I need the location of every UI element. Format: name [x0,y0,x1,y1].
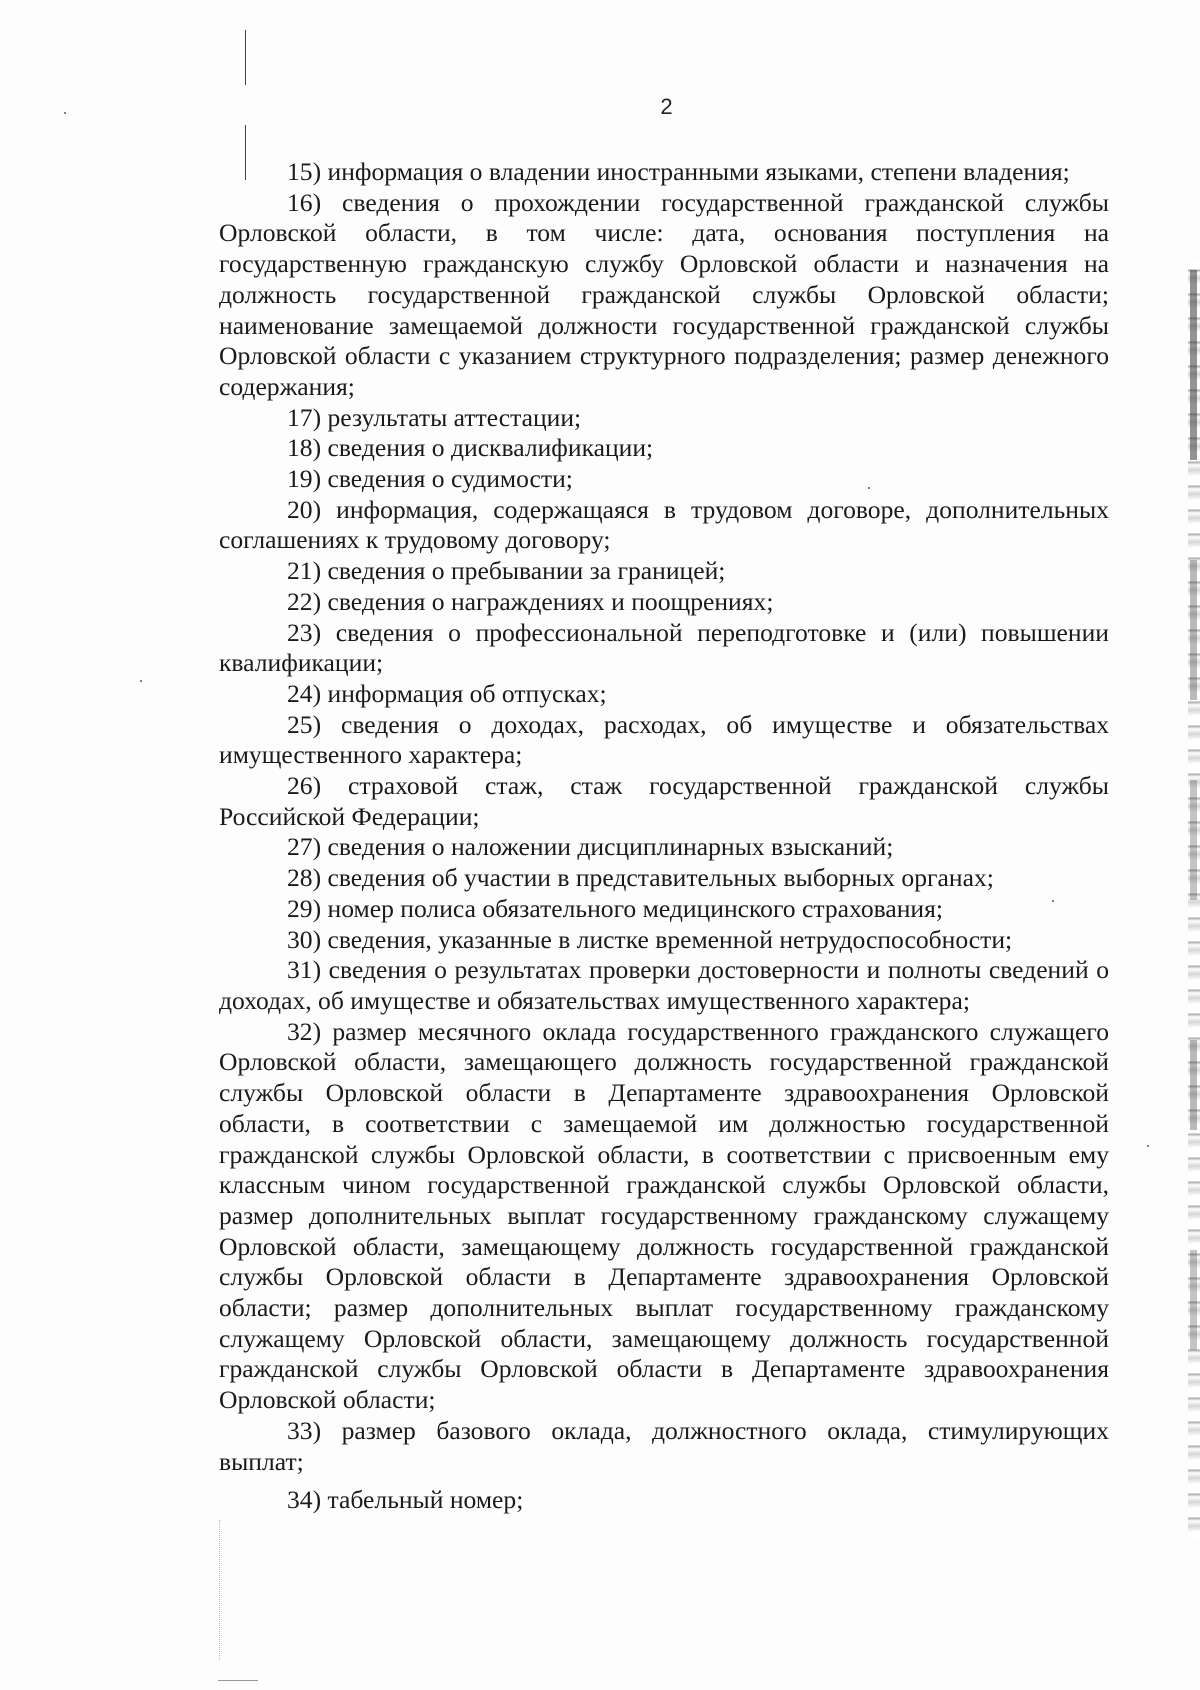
scan-margin-line [245,30,246,85]
scan-speck [1147,1145,1149,1147]
list-item: 29) номер полиса обязательного медицинского страхования; [287,893,944,923]
list-item: 23) сведения о профессиональной переподготовке и (или) повышении квалификации; [219,617,1109,678]
list-item: 31) сведения о результатах проверки достоверности и полноты сведений о доходах, об имуществе и обязательствах имущественного характера; [219,955,1109,1015]
list-item: 32) размер месячного оклада государственного гражданского служащего Орловской области, замещающего должность государственной гражданской службы Орловской области в Департаменте здравоохранения Орловской области, в соответствии с замещаемой им должностью государственной гражданской службы Орловской области, в соответствии с присвоенным ему классным чином государственной гражданской службы Орловской области, размер дополнительных выплат государственному гражданскому служащему Орловской области, замещающему должность государственной гражданской службы Орловской области в Департаменте здравоохранения Орловской области; размер дополнительных выплат государственному гражданскому служащему Орловской области, замещающему должность государственной гражданской службы Орловской области в Департаменте здравоохранения Орловской области; [219,1016,1109,1415]
scan-edge-artifact [1190,780,1197,900]
scan-edge-artifact [1190,1250,1197,1350]
page-number: 2 [660,94,673,119]
list-item: 30) сведения, указанные в листке временной нетрудоспособности; [287,924,1013,954]
document-body [219,157,1109,1516]
list-item: 21) сведения о пребывании за границей; [287,556,726,586]
list-item: 19) сведения о судимости; [287,464,573,494]
list-item: 24) информация об отпусках; [287,678,607,708]
scan-edge-artifact [1190,560,1197,700]
scan-speck [140,680,142,682]
scan-edge-artifact [1190,270,1197,460]
list-item: 27) сведения о наложении дисциплинарных взысканий; [287,832,894,862]
list-item: 15) информация о владении иностранными языками, степени владения; [287,157,1070,186]
list-item: 18) сведения о дисквалификации; [287,433,654,463]
scan-edge-artifact [1190,1040,1197,1130]
list-item: 20) информация, содержащаяся в трудовом договоре, дополнительных соглашениях к трудовому договору; [219,494,1109,555]
list-item: 34) табельный номер; [287,1485,524,1515]
list-item: 33) размер базового оклада, должностного оклада, стимулирующих выплат; [219,1415,1109,1476]
list-item: 26) страховой стаж, стаж государственной гражданской службы Российской Федерации; [219,771,1109,831]
scan-bottom-mark [218,1680,258,1681]
scan-dotted-guide [219,1520,221,1660]
list-item: 25) сведения о доходах, расходах, об имуществе и обязательствах имущественного характера; [219,709,1109,770]
list-item: 16) сведения о прохождении государственной гражданской службы Орловской области, в том числе: дата, основания поступления на государственную гражданскую службу Орловской области и назначения на должность государственной гражданской службы Орловской области; наименование замещаемой должности государственной гражданской службы Орловской области с указанием структурного подразделения; размер денежного содержания; [219,187,1109,401]
list-item: 22) сведения о награждениях и поощрениях; [287,586,774,616]
list-item: 28) сведения об участии в представительных выборных органах; [287,863,994,893]
list-item: 17) результаты аттестации; [287,402,582,432]
